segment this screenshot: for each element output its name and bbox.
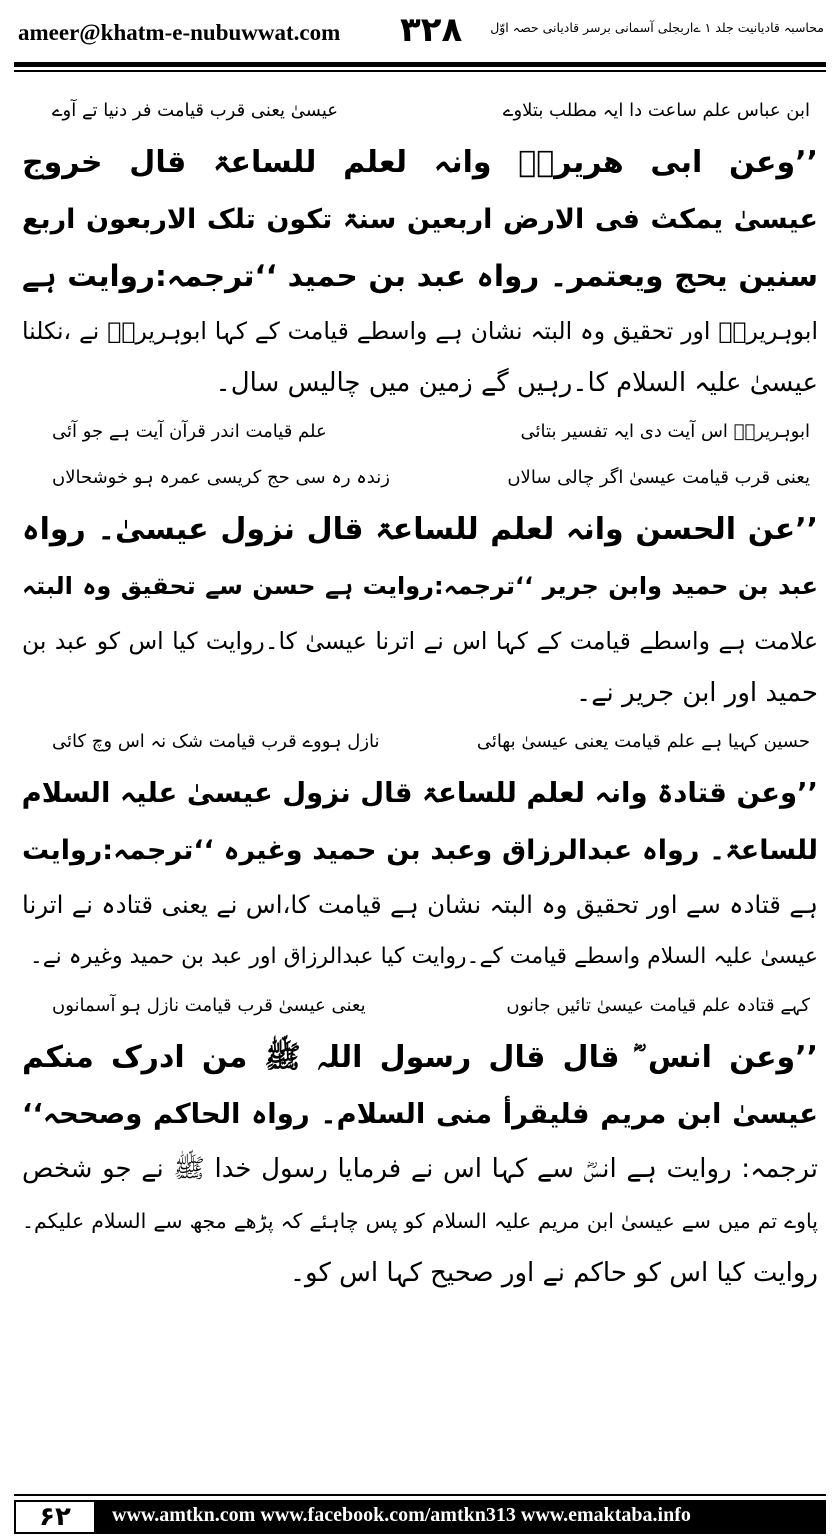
poetry-couplet	[22, 88, 818, 134]
couplet-second-half: نازل ہووے قرب قیامت شک نہ اس وچ کائی	[52, 731, 380, 752]
couplet-second-half: زندہ رہ سی حج کریسی عمرہ ہو خوشحالاں	[52, 467, 390, 488]
poetry-couplet	[22, 719, 818, 765]
urdu-text-line: ابوہریرہؓ اور تحقیق وہ البتہ نشان ہے واسطے قیامت کے کہا ابوہریرہؓ نے ،نکلنا	[22, 317, 818, 345]
poetry-couplet	[22, 983, 818, 1029]
header-rule-thick	[14, 62, 826, 67]
couplet-first-half: ابوہریرہؓ اس آیت دی ایہ تفسیر بتائی	[520, 421, 810, 442]
arabic-text-line: عبد بن حمید وابن جریر ‘‘ترجمہ:روایت ہے حسن سے تحقیق وہ البتہ	[22, 572, 818, 600]
header-rule-thin	[14, 70, 826, 72]
couplet-second-half: علم قیامت اندر قرآن آیت ہے جو آئی	[52, 421, 327, 442]
arabic-text-line: عیسیٰ یمکث فی الارض اربعین سنۃ تکون تلک الاربعون اربع	[22, 204, 818, 235]
page-body	[22, 88, 818, 1299]
footer-links[interactable]: www.amtkn.com www.facebook.com/amtkn313 www.emaktaba.info	[112, 1504, 691, 1526]
urdu-text-line: حمید اور ابن جریر نے۔	[576, 678, 818, 708]
urdu-text-line: عیسیٰ علیہ السلام کا۔رہیں گے زمین میں چالیس سال۔	[215, 368, 818, 398]
couplet-first-half: حسین کہیا ہے علم قیامت یعنی عیسیٰ بھائی	[476, 731, 810, 752]
arabic-text-line: عیسیٰ ابن مریم فلیقرأ منی السلام۔ رواہ الحاکم وصححہ‘‘	[22, 1098, 818, 1130]
couplet-second-half: یعنی عیسیٰ قرب قیامت نازل ہو آسمانوں	[52, 995, 366, 1016]
urdu-text-line: ترجمہ: روایت ہے انسؓ سے کہا اس نے فرمایا رسول خدا ﷺ نے جو شخص	[22, 1154, 818, 1184]
urdu-text-line: عیسیٰ علیہ السلام واسطے قیامت کے۔روایت کیا عبدالرزاق اور عبد بن حمید وغیرہ نے۔	[29, 944, 818, 969]
footer-page-number: ۶۲	[14, 1500, 96, 1534]
arabic-text-line: سنین یحج ویعتمر۔ رواہ عبد بن حمید ‘‘ترجمہ:روایت ہے	[22, 259, 818, 293]
arabic-text-line: ’’وعن انس ؓ قال قال رسول اللہ ﷺ من ادرک منکم	[22, 1040, 818, 1075]
page-footer	[0, 1494, 840, 1540]
arabic-text-line: ’’وعن ابی ھریرۃؓ وانہ لعلم للساعۃ قال خروج	[22, 145, 818, 180]
urdu-text-line: روایت کیا اس کو حاکم نے اور صحیح کہا اس کو۔	[289, 1258, 818, 1288]
arabic-text-line: ’’وعن قتادۃ وانہ لعلم للساعۃ قال نزول عیسیٰ علیہ السلام	[22, 777, 818, 809]
couplet-second-half: عیسیٰ یعنی قرب قیامت فر دنیا تے آوے	[52, 100, 339, 121]
header-book-title: محاسبہ قادیانیت جلد ۱ ےاربجلی آسمانی برسر قادیانی حصہ اوّل	[490, 20, 824, 35]
arabic-text-line: للساعۃ۔ رواہ عبدالرزاق وعبد بن حمید وغیرہ ‘‘ترجمہ:روایت	[22, 835, 818, 866]
couplet-first-half: ابن عباس علم ساعت دا ایہ مطلب بتلاوے	[502, 100, 810, 121]
poetry-couplet	[22, 409, 818, 455]
header-email[interactable]: ameer@khatm-e-nubuwwat.com	[18, 20, 341, 45]
page-header	[14, 6, 826, 58]
urdu-text-line: علامت ہے واسطے قیامت کے کہا اس نے اترنا عیسیٰ کا۔روایت کیا اس کو عبد بن	[22, 627, 818, 655]
arabic-text-line: ’’عن الحسن وانہ لعلم للساعۃ قال نزول عیسیٰ۔ رواہ	[22, 512, 818, 547]
footer-rule	[14, 1494, 826, 1496]
urdu-text-line: ہے قتادہ سے اور تحقیق وہ البتہ نشان ہے قیامت کا،اس نے یعنی قتادہ نے اترنا	[22, 890, 818, 919]
couplet-first-half: یعنی قرب قیامت عیسیٰ اگر چالی سالاں	[507, 467, 810, 488]
urdu-text-line: پاوے تم میں سے عیسیٰ ابن مریم علیہ السلام کو پس چاہئے کہ پڑھے مجھ سے السلام علیکم۔	[22, 1209, 818, 1233]
header-page-number: ۳۲۸	[400, 10, 463, 50]
poetry-couplet	[22, 455, 818, 501]
couplet-first-half: کہے قتادہ علم قیامت عیسیٰ تائیں جانوں	[506, 995, 810, 1016]
